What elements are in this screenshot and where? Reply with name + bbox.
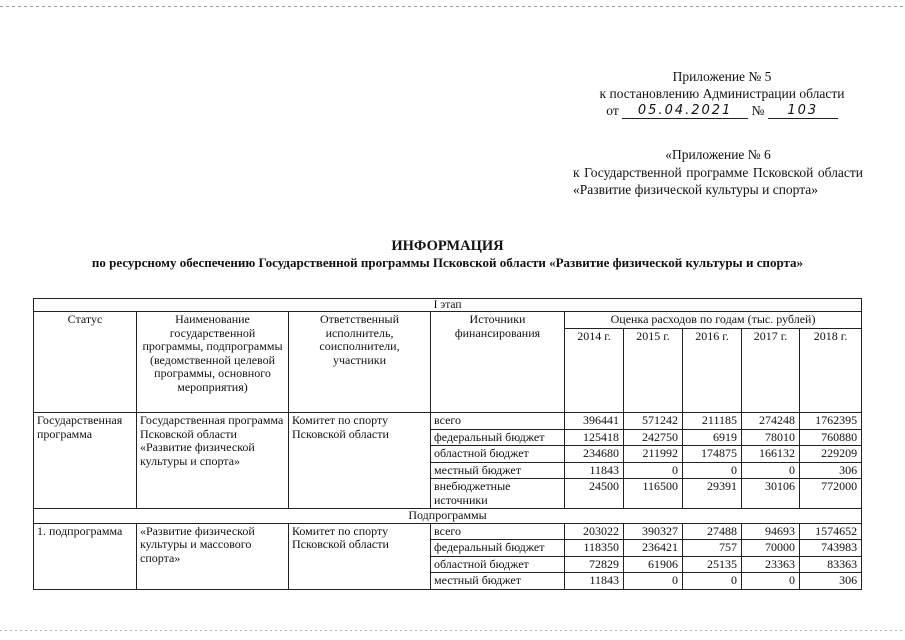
appendix-5-title: Приложение № 5 xyxy=(672,69,772,84)
header-year: 2014 г. xyxy=(565,328,624,413)
value-cell: 0 xyxy=(624,573,683,590)
value-cell: 0 xyxy=(624,462,683,479)
source-cell: всего xyxy=(431,413,565,430)
value-cell: 30106 xyxy=(742,479,800,509)
value-cell: 29391 xyxy=(683,479,742,509)
value-cell: 234680 xyxy=(565,446,624,463)
value-cell: 306 xyxy=(800,462,862,479)
value-cell: 23363 xyxy=(742,556,800,573)
header-year: 2015 г. xyxy=(624,328,683,413)
subprogram-executor: Комитет по спорту Псковской области xyxy=(289,523,431,589)
header-sources: Источники финансирования xyxy=(431,312,565,413)
table-row xyxy=(34,413,862,430)
scan-edge-top xyxy=(0,6,905,7)
source-cell: местный бюджет xyxy=(431,573,565,590)
header-year: 2016 г. xyxy=(683,328,742,413)
value-cell: 61906 xyxy=(624,556,683,573)
source-cell: областной бюджет xyxy=(431,556,565,573)
appendix-6-title: «Приложение № 6 xyxy=(665,147,771,162)
value-cell: 211185 xyxy=(683,413,742,430)
program-status: Государственная программа xyxy=(34,413,137,509)
header-name: Наименование государственной программы, подпрограммы (ведомственной целевой программы, основного мероприятия) xyxy=(137,312,289,413)
value-cell: 11843 xyxy=(565,462,624,479)
value-cell: 1574652 xyxy=(800,523,862,540)
header-estimate: Оценка расходов по годам (тыс. рублей) xyxy=(565,312,862,329)
source-cell: внебюджетные источники xyxy=(431,479,565,509)
value-cell: 306 xyxy=(800,573,862,590)
value-cell: 78010 xyxy=(742,429,800,446)
program-executor: Комитет по спорту Псковской области xyxy=(289,413,431,509)
scan-edge-bottom xyxy=(0,630,905,631)
from-label: от xyxy=(606,103,619,118)
value-cell: 396441 xyxy=(565,413,624,430)
value-cell: 743983 xyxy=(800,540,862,557)
header-status: Статус xyxy=(34,312,137,413)
value-cell: 0 xyxy=(683,573,742,590)
value-cell: 94693 xyxy=(742,523,800,540)
handwritten-date: 05.04.2021 xyxy=(622,103,748,119)
table-row xyxy=(34,523,862,540)
value-cell: 6919 xyxy=(683,429,742,446)
appendix-5-decree: к постановлению Администрации области xyxy=(599,86,845,101)
value-cell: 274248 xyxy=(742,413,800,430)
document-title: ИНФОРМАЦИЯ xyxy=(391,238,504,254)
value-cell: 571242 xyxy=(624,413,683,430)
value-cell: 772000 xyxy=(800,479,862,509)
value-cell: 70000 xyxy=(742,540,800,557)
value-cell: 1762395 xyxy=(800,413,862,430)
source-cell: областной бюджет xyxy=(431,446,565,463)
source-cell: федеральный бюджет xyxy=(431,540,565,557)
value-cell: 0 xyxy=(742,573,800,590)
source-cell: местный бюджет xyxy=(431,462,565,479)
value-cell: 118350 xyxy=(565,540,624,557)
value-cell: 72829 xyxy=(565,556,624,573)
resource-table xyxy=(33,298,862,590)
source-cell: федеральный бюджет xyxy=(431,429,565,446)
header-year: 2018 г. xyxy=(800,328,862,413)
value-cell: 203022 xyxy=(565,523,624,540)
value-cell: 11843 xyxy=(565,573,624,590)
source-cell: всего xyxy=(431,523,565,540)
value-cell: 242750 xyxy=(624,429,683,446)
document-subtitle: по ресурсному обеспечению Государственной программы Псковской области «Развитие физической культуры и спорта» xyxy=(91,255,804,270)
value-cell: 0 xyxy=(683,462,742,479)
value-cell: 125418 xyxy=(565,429,624,446)
appendix-6-block xyxy=(573,146,863,199)
value-cell: 116500 xyxy=(624,479,683,509)
value-cell: 390327 xyxy=(624,523,683,540)
value-cell: 166132 xyxy=(742,446,800,463)
stage-row: I этап xyxy=(34,299,862,312)
number-label: № xyxy=(751,103,765,118)
document-heading xyxy=(40,237,855,272)
subprogram-name: «Развитие физической культуры и массового спорта» xyxy=(137,523,289,589)
handwritten-number: 103 xyxy=(768,103,838,119)
value-cell: 229209 xyxy=(800,446,862,463)
program-name: Государственная программа Псковской области «Развитие физической культуры и спорта» xyxy=(137,413,289,509)
subprogram-status: 1. подпрограмма xyxy=(34,523,137,589)
value-cell: 757 xyxy=(683,540,742,557)
appendix-5-date-line xyxy=(577,102,867,120)
value-cell: 0 xyxy=(742,462,800,479)
subprograms-row: Подпрограммы xyxy=(34,509,862,524)
value-cell: 211992 xyxy=(624,446,683,463)
value-cell: 27488 xyxy=(683,523,742,540)
appendix-5-block xyxy=(577,68,867,120)
header-executor: Ответственный исполнитель, соисполнители, участники xyxy=(289,312,431,413)
value-cell: 760880 xyxy=(800,429,862,446)
header-year: 2017 г. xyxy=(742,328,800,413)
appendix-6-body: к Государственной программе Псковской области «Развитие физической культуры и спорта» xyxy=(573,164,863,197)
value-cell: 25135 xyxy=(683,556,742,573)
value-cell: 236421 xyxy=(624,540,683,557)
value-cell: 174875 xyxy=(683,446,742,463)
value-cell: 24500 xyxy=(565,479,624,509)
value-cell: 83363 xyxy=(800,556,862,573)
